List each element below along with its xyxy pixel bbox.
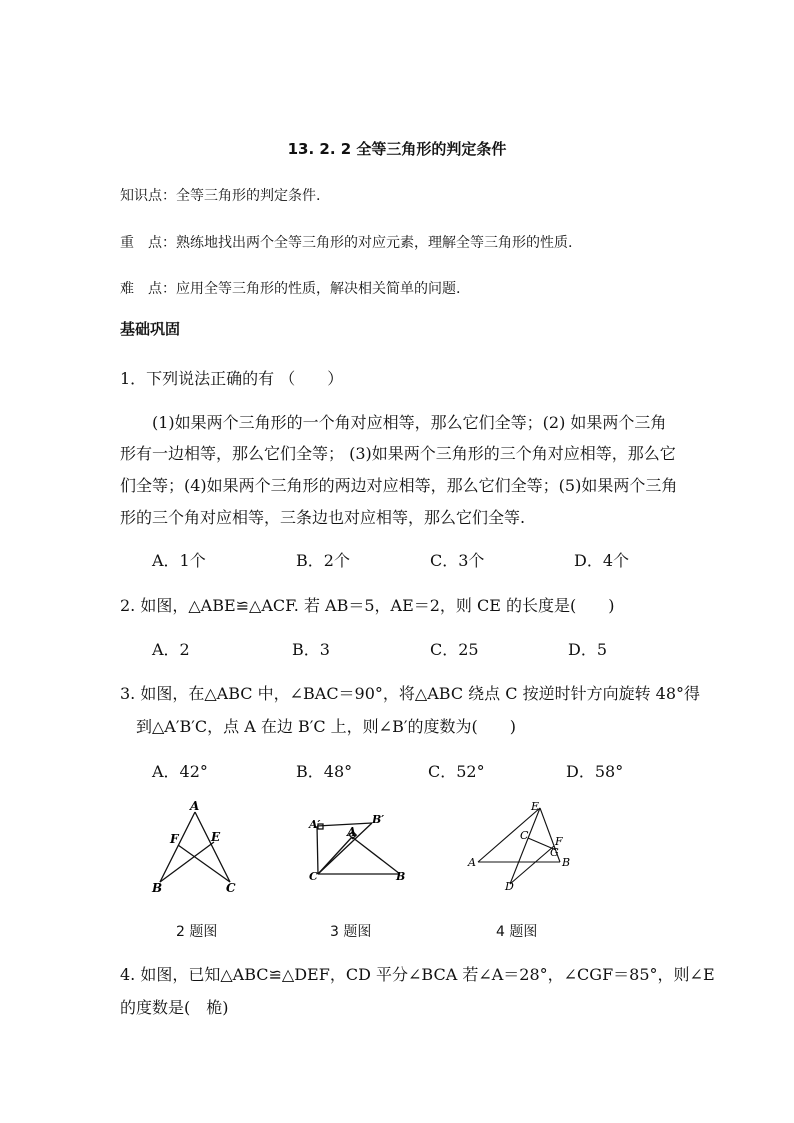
difficulty-point: 难 点：应用全等三角形的性质，解决相关简单的问题.	[120, 281, 461, 297]
figure-2-caption: 2 题图	[176, 924, 218, 940]
q1-line: 形有一边相等，那么它们全等； (3)如果两个三角形的三个角对应相等，那么它	[120, 444, 676, 463]
section-heading: 基础巩固	[120, 320, 181, 338]
figure-2	[148, 798, 244, 898]
q1-option-a: A．1个	[152, 551, 206, 570]
label-c: C	[309, 870, 318, 883]
figure-4-caption: 4 题图	[496, 924, 538, 940]
label-b: B	[562, 856, 571, 869]
label-b: B	[396, 870, 406, 883]
page-title: 13. 2. 2 全等三角形的判定条件	[287, 140, 507, 158]
q3-stem-line1: 3. 如图，在△ABC 中，∠BAC＝90°，将△ABC 绕点 C 按逆时针方向旋转 48°得	[120, 684, 701, 703]
knowledge-point: 知识点：全等三角形的判定条件.	[120, 188, 321, 204]
q3-option-b: B．48°	[296, 762, 353, 781]
q1-line: 形的三个角对应相等，三条边也对应相等，那么它们全等.	[120, 508, 526, 527]
label-a-prime: A′	[309, 818, 321, 831]
label-b: B	[152, 881, 163, 895]
q2-option-a: A．2	[152, 640, 190, 659]
label-a: A	[347, 825, 357, 839]
label-a: A	[468, 856, 476, 869]
q3-stem-line2: 到△A′B′C，点 A 在边 B′C 上，则∠B′的度数为( )	[136, 717, 516, 736]
q1-line: (1)如果两个三角形的一个角对应相等，那么它们全等；(2) 如果两个三角	[152, 413, 667, 432]
q2-option-b: B．3	[292, 640, 330, 659]
key-point: 重 点：熟练地找出两个全等三角形的对应元素，理解全等三角形的性质.	[120, 235, 573, 251]
q2-option-c: C．25	[430, 640, 479, 659]
q2-option-d: D．5	[568, 640, 608, 659]
q2-stem: 2. 如图，△ABE≌△ACF. 若 AB＝5，AE＝2，则 CE 的长度是( )	[120, 596, 615, 615]
label-e: E	[531, 800, 540, 813]
q3-option-a: A．42°	[152, 762, 208, 781]
label-d: D	[505, 880, 514, 893]
q1-option-c: C．3个	[430, 551, 485, 570]
figure-4	[464, 800, 576, 896]
label-g: G	[550, 846, 559, 859]
q1-option-b: B．2个	[296, 551, 350, 570]
q3-option-d: D．58°	[566, 762, 624, 781]
label-f: F	[555, 835, 563, 848]
label-b-prime: B′	[372, 813, 385, 826]
label-a: A	[190, 799, 200, 813]
q3-option-c: C．52°	[428, 762, 485, 781]
q1-stem: 1．下列说法正确的有 （ ）	[120, 369, 344, 388]
q4-line1: 4. 如图，已知△ABC≌△DEF，CD 平分∠BCA 若∠A＝28°，∠CGF＝85°，则∠E	[120, 965, 715, 984]
figure-3-caption: 3 题图	[330, 924, 372, 940]
q1-line: 们全等；(4)如果两个三角形的两边对应相等，那么它们全等；(5)如果两个三角	[120, 476, 678, 495]
label-c: C	[226, 881, 236, 895]
label-c: C	[520, 829, 529, 842]
label-e: E	[211, 830, 221, 844]
figure-3	[304, 810, 408, 884]
label-f: F	[170, 832, 179, 846]
q4-line2: 的度数是( 桅)	[120, 998, 229, 1017]
q1-option-d: D．4个	[574, 551, 630, 570]
